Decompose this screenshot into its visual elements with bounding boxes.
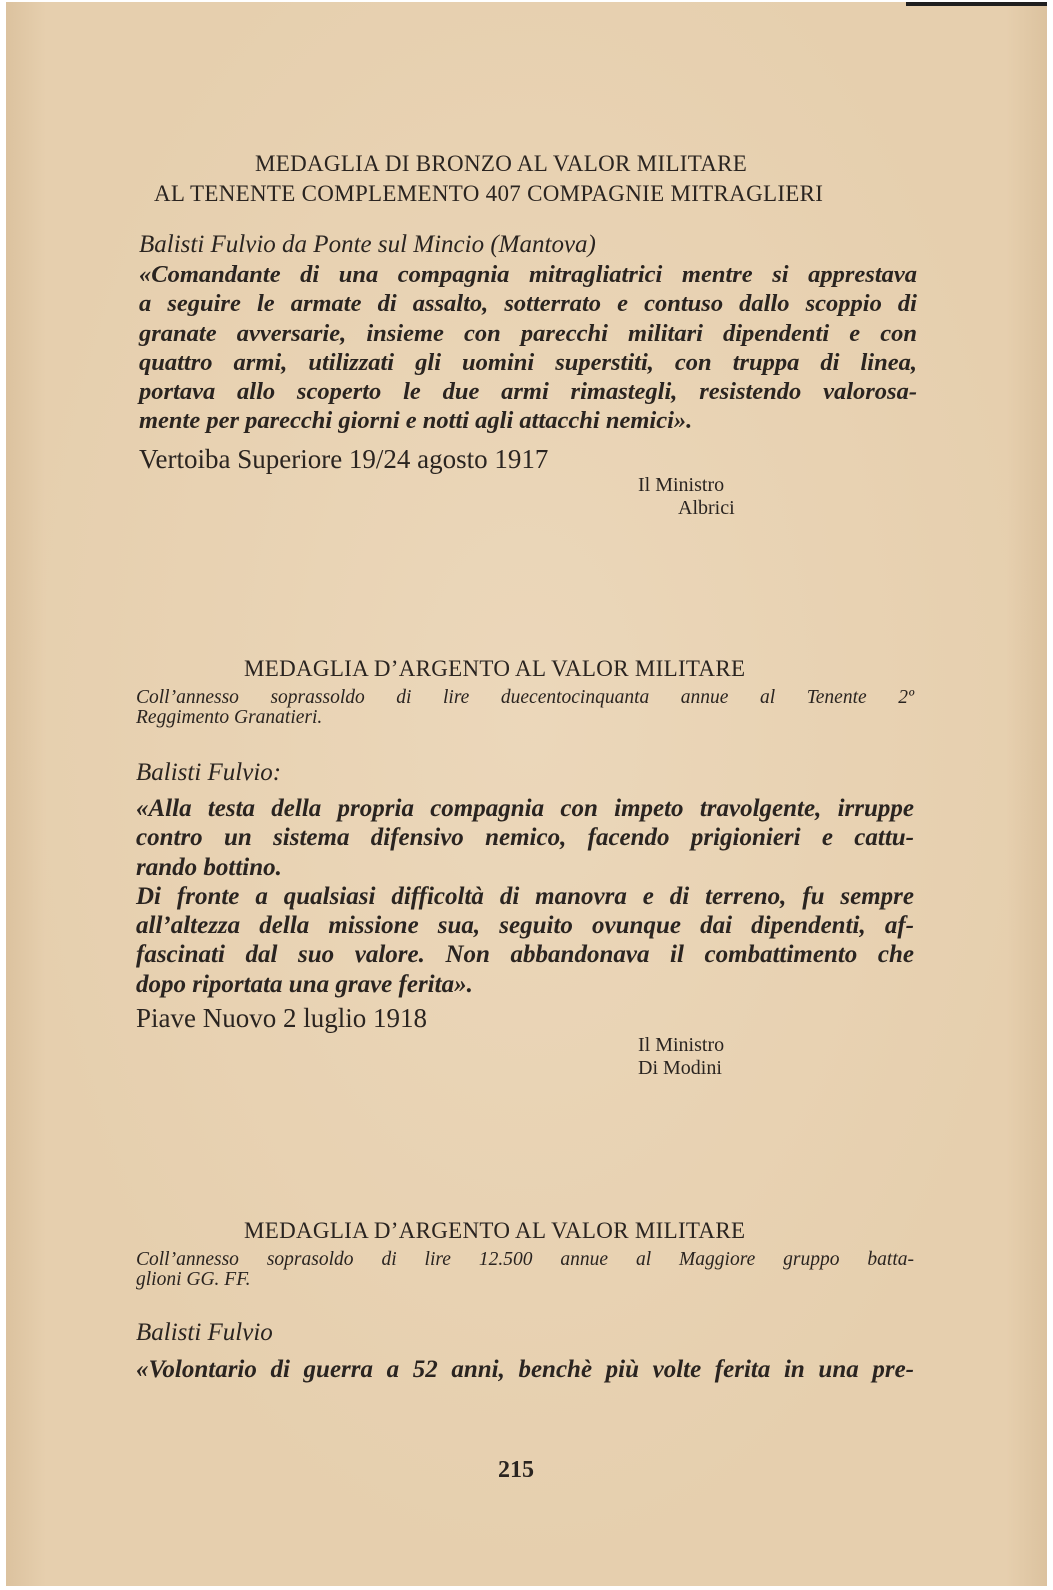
section2-heading: MEDAGLIA D’ARGENTO AL VALOR MILITARE: [244, 656, 746, 681]
section2-place-date: Piave Nuovo 2 luglio 1918: [136, 1003, 427, 1033]
signature-title: Il Ministro: [638, 1034, 725, 1056]
scan-edge-line: [906, 2, 1047, 6]
motivation-line: portava allo scoperto le due armi rimastegli, resistendo valorosa-: [139, 378, 917, 406]
section1-heading-line2: AL TENENTE COMPLEMENTO 407 COMPAGNIE MITRAGLIERI: [154, 181, 824, 206]
signature-name: Di Modini: [638, 1057, 722, 1079]
note-line: Coll’annesso soprassoldo di lire duecentocinquanta annue al Tenente 2º: [136, 687, 914, 708]
motivation-line: dopo riportata una grave ferita».: [136, 970, 473, 998]
section3-heading: MEDAGLIA D’ARGENTO AL VALOR MILITARE: [244, 1218, 746, 1243]
motivation-line: mente per parecchi giorni e notti agli attacchi nemici».: [139, 407, 693, 435]
section3-motivation: [136, 1355, 914, 1384]
motivation-line: fascinati dal suo valore. Non abbandonava il combattimento che: [136, 941, 914, 969]
motivation-line: quattro armi, utilizzati gli uomini superstiti, con truppa di linea,: [139, 348, 917, 376]
section1-recipient-name: Balisti Fulvio da Ponte sul Mincio (Mantova): [139, 231, 596, 258]
section1-heading-line1: MEDAGLIA DI BRONZO AL VALOR MILITARE: [255, 151, 748, 176]
section2-recipient-name: Balisti Fulvio:: [136, 759, 282, 786]
signature-title: Il Ministro: [638, 474, 725, 496]
motivation-line: «Comandante di una compagnia mitragliatrici mentre si apprestava: [139, 261, 917, 288]
section1-motivation: [139, 260, 917, 436]
section1-signature: [638, 474, 735, 520]
motivation-line: all’altezza della missione sua, seguito ovunque dai dipendenti, af-: [136, 912, 914, 940]
note-line: glioni GG. FF.: [136, 1269, 251, 1290]
signature-name: Albrici: [678, 497, 735, 519]
section2-signature: [638, 1034, 724, 1080]
motivation-line: a seguire le armate di assalto, sotterrato e contuso dallo scoppio di: [139, 290, 917, 318]
note-line: Reggimento Granatieri.: [136, 707, 323, 728]
section3-recipient-name: Balisti Fulvio: [136, 1319, 273, 1346]
note-line: Coll’annesso soprasoldo di lire 12.500 annue al Maggiore gruppo batta-: [136, 1249, 914, 1270]
motivation-line: Di fronte a qualsiasi difficoltà di manovra e di terreno, fu sempre: [136, 882, 914, 910]
section2-motivation: [136, 794, 914, 999]
motivation-line: rando bottino.: [136, 853, 282, 881]
motivation-line: «Volontario di guerra a 52 anni, benchè più volte ferita in una pre-: [136, 1356, 914, 1383]
motivation-line: granate avversarie, insieme con parecchi militari dipendenti e con: [139, 319, 917, 347]
section3-note: [136, 1250, 914, 1290]
book-page: [6, 2, 1047, 1586]
motivation-line: «Alla testa della propria compagnia con impeto travolgente, irruppe: [136, 795, 914, 822]
section1-place-date: Vertoiba Superiore 19/24 agosto 1917: [139, 444, 549, 474]
section2-note: [136, 688, 914, 728]
page-number: 215: [498, 1457, 534, 1483]
motivation-line: contro un sistema difensivo nemico, facendo prigionieri e cattu-: [136, 824, 914, 852]
